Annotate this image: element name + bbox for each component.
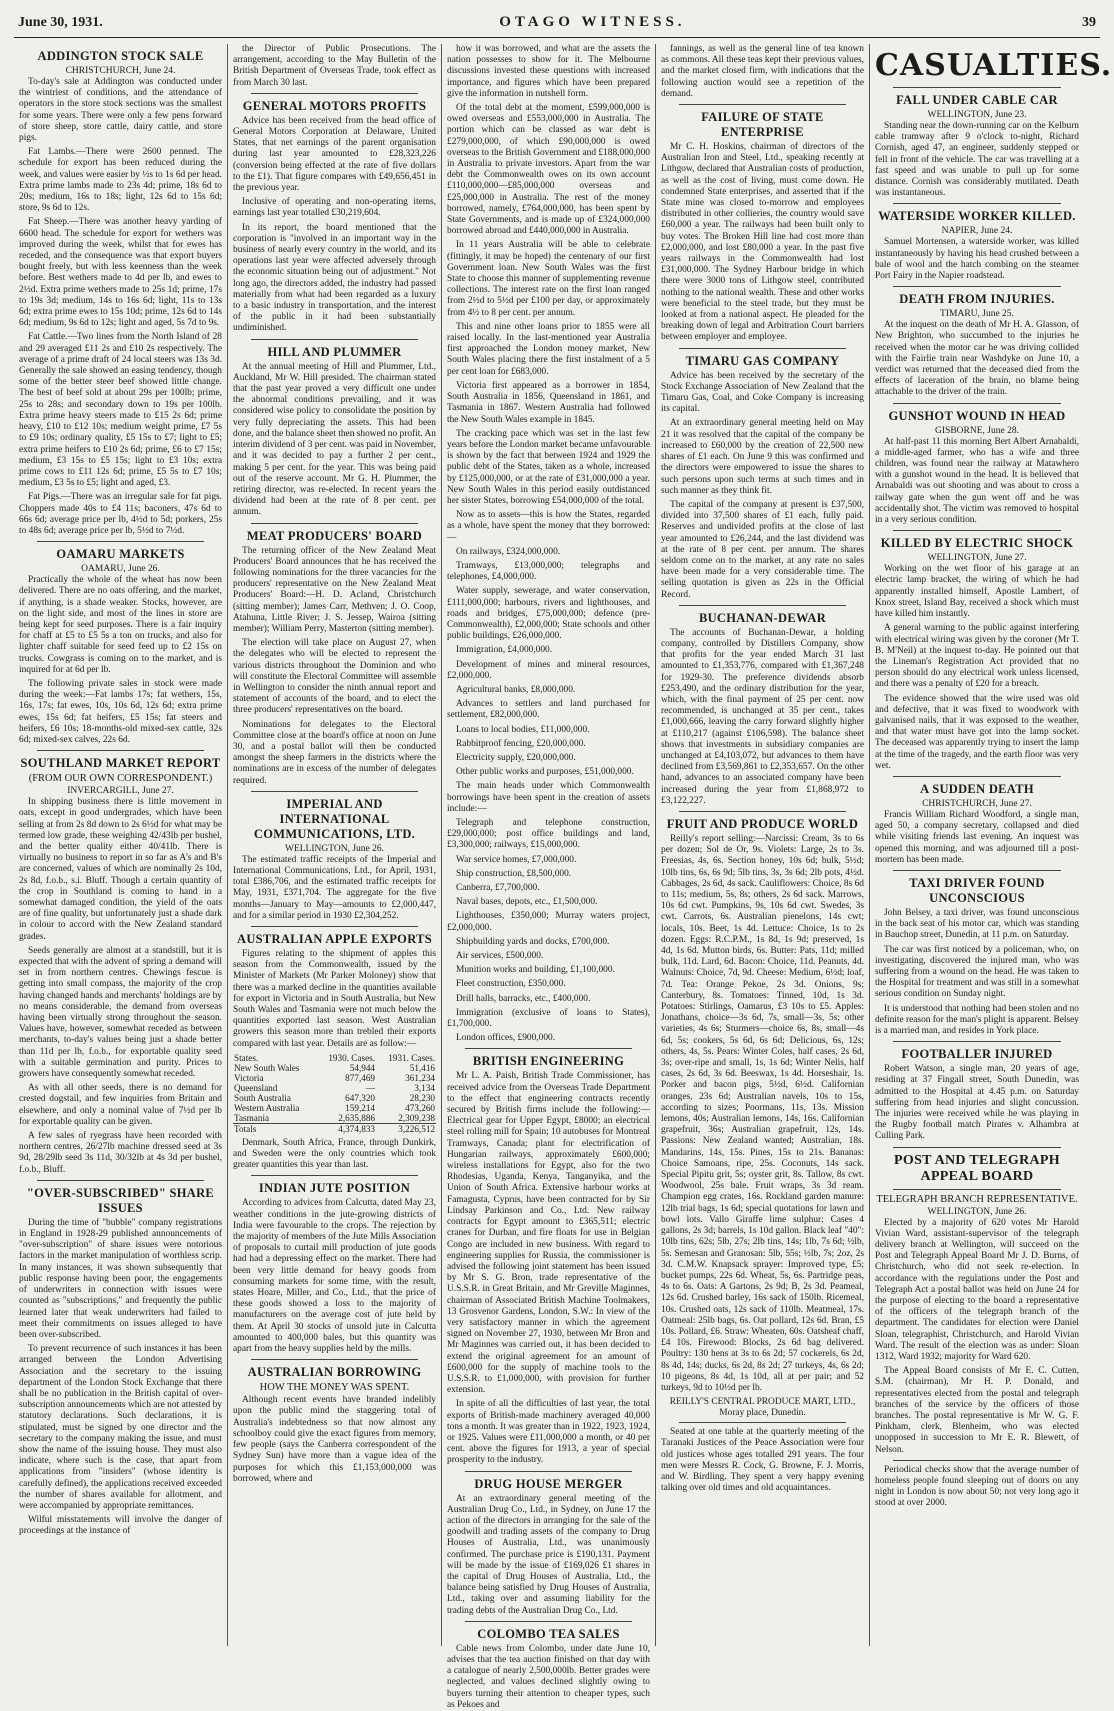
paragraph: The car was first noticed by a policeman, who, on investigating, discovered the injured man, who was suffering from a wound on the head. He was taken to the Hospital for treatment and was still in a somewhat serious condition on Sunday night. bbox=[875, 944, 1079, 1000]
paragraph: In shipping business there is little movement in oats, except in good undergrades, which have been selling at from 2s 8d down to 2s 6½d for what may be termed low grade, these weighing 42/43lb per bushel, and the better quality either 40/41lb. There is virtually no business to report in so far as A's and B's are concerned, values of which are nominally 2s 10d, 2s 8d, f.o.b., s.i. Bluff. Though a certain quantity of the crop in Southland is coming to hand in a somewhat damaged condition, the yield of the oats are of fine quality, but unfortunately just a shade dark in colour to accord with the New Zealand standard grades. bbox=[19, 797, 222, 942]
article-subhead: HOW THE MONEY WAS SPENT. bbox=[259, 1382, 410, 1394]
signature-line: Moray place, Dunedin. bbox=[719, 1408, 806, 1419]
separator-rule bbox=[37, 1180, 204, 1181]
paragraph: Mr C. H. Hoskins, chairman of directors of the Australian Iron and Steel, Ltd., speaking recently at Lithgow, declared that Australian costs of production, as well as the cost of living, must come down. He condemned State enterprises, and asserted that if the State mine was closed to-morrow and employees distributed in other collieries, the country would save £60,000 a year. The railways had been built only to buy votes. The Broken Hill line had cost more than £2,000,000, and lost £80,000 a year. In the past five years railways in the Commonwealth had lost £31,000,000. The Sydney Harbour bridge in which there were 3000 tons of Lithgow steel, contributed nothing to the national wealth. These and other works were beneficial to the steel trade, but they must be looked at from a national aspect. He pleaded for the breaking down of legal and Arbitration Court barriers between employer and employee. bbox=[661, 142, 864, 343]
table-cell: 159,214 bbox=[345, 1102, 376, 1113]
paragraph: Rabbitproof fencing, £20,000,000. bbox=[456, 738, 586, 749]
paragraph: Canberra, £7,700,000. bbox=[456, 883, 540, 894]
paragraph: The estimated traffic receipts of the Imperial and International Communications, Ltd., for April, 1931, total £386,706, and the estimated traffic receipts for May, 1931, £371,704. The aggregate for the five months—January to May—amounts to £2,000,447, and for a similar period in 1930 £2,304,252. bbox=[233, 854, 436, 921]
paragraph: the Director of Public Prosecutions. The arrangement, according to the May Bulletin of the British Department of Overseas Trade, took effect as from March 30 last. bbox=[233, 44, 436, 88]
paragraph: As with all other seeds, there is no demand for crested dogstail, and few inquiries from Britain and elsewhere, and only a nominal value of 7½d per lb for exportable quality can be given. bbox=[19, 1083, 222, 1127]
article-subhead: (FROM OUR OWN CORRESPONDENT.) bbox=[28, 773, 213, 785]
article-headline: AUSTRALIAN APPLE EXPORTS bbox=[237, 932, 432, 946]
paragraph: Nominations for delegates to the Electoral Committee close at the board's office at noon on June 30, and a postal ballot will then be conducted amongst the sheep farmers in the districts where the nominations are in excess of the number of delegates required. bbox=[233, 719, 436, 786]
article-headline: "OVER-SUBSCRIBED" SHARE ISSUES bbox=[26, 1185, 215, 1215]
paragraph: Development of mines and mineral resources, £2,000,000. bbox=[447, 659, 650, 681]
paragraph: To prevent recurrence of such instances it has been arranged between the London Advertising Association and the secretary to the issuing department of the London Stock Exchange that there shall be no publication in the British capital of over-subscription announcements which are not attested by statutory declarations. Such declarations, it is stipulated, must be signed by one director and the secretary to the company making the issue, and must show the name of the issuing house. They must also indicate, where such is the case, that apart from applications from "insiders" (whose identity is carefully defined), the applications received exceeded the number of shares available for allotment, and were accompanied by appropriate remittances. bbox=[19, 1344, 222, 1511]
paragraph: Other public works and purposes, £51,000,000. bbox=[456, 767, 634, 778]
article-headline: DRUG HOUSE MERGER bbox=[474, 1476, 623, 1491]
table-cell: — bbox=[365, 1082, 376, 1093]
paragraph: A few sales of ryegrass have been recorded with northern centres, 26/27lb machine dressed seed at 3s 9d, 28/29lb seed 3s 11d, 30/32lb at 4s 3d per bushel, f.o.b., Bluff. bbox=[19, 1131, 222, 1175]
paragraph: On railways, £324,000,000. bbox=[456, 546, 561, 557]
table-cell: 877,469 bbox=[345, 1072, 376, 1083]
paragraph: At half-past 11 this morning Bert Albert Arnabaldi, a middle-aged farmer, who has a wife and three children, was found near the railway at Matawhero with a gunshot wound in the head. It is believed that Arnabaldi was out shooting and was about to cross a railway gate when the gun went off and he was accidentally shot. The victim was removed to hospital in a very serious condition. bbox=[875, 436, 1079, 526]
masthead bbox=[14, 14, 1100, 38]
dateline: INVERCARGILL, June 27. bbox=[67, 786, 174, 797]
paragraph: Fat Lambs.—There were 2600 penned. The schedule for export has been reduced during the week, and values were easier by ½s to 1s 6d per head. Extra prime lambs made to 23s 4d; prime, 18s 6d to 20s; medium, 16s to 18s; light, 12s 6d to 15s 6d; store, 9s 6d to 12s. bbox=[19, 147, 222, 214]
separator-rule bbox=[679, 1422, 846, 1423]
dateline: GISBORNE, June 28. bbox=[935, 425, 1019, 436]
table-cell: 28,230 bbox=[409, 1092, 435, 1103]
table-cell: 647,320 bbox=[345, 1092, 376, 1103]
paragraph: A general warning to the public against interfering with electrical wiring was given by the coroner (Mr T. B. M'Neil) at the inquest to-day. He pointed out that the Lineman's Registration Act provided that no person should do any electrical work unless licensed, and there was a penalty of £20 for a breach. bbox=[875, 623, 1079, 690]
signature-line: REILLY'S CENTRAL PRODUCE MART, LTD., bbox=[669, 1397, 856, 1408]
paragraph: Fat Cattle.—Two lines from the North Island of 28 and 29 averaged £11 2s and £10 2s respectively. The average of a prime draft of 24 local steers was 13s 3d. Generally the sale showed an easing tendency, though some of the better steer beef showed little change. The best of beef sold at about 29s per 100lb; prime, 25s to 28s; and secondary down to 19s per 100lb. Extra prime heavy steers made to £15 2s 6d; prime heavy, £10 to £12 10s; medium weight prime, £7 5s to £9 10s; ordinary quality, £5 15s to £7; light to £5; extra prime heifers to £10 2s 6d; prime, £6 to £7 15s; medium, £3 15s to £5 15s; light to £3 10s; extra prime cows to £11 12s 6d; prime, £5 5s to £7 10s; medium, £3 5s to £5; light and aged, £3. bbox=[19, 332, 222, 489]
paragraph: Although recent events have branded indelibly upon the public mind the staggering total of Australia's indebtedness so that now almost any schoolboy could give the exact figures from memory, few people (says the Canberra correspondent of the Sydney Sun) have more than a vague idea of the purposes for which this £1,153,000,000 was borrowed, where and bbox=[233, 1395, 436, 1484]
article-headline: KILLED BY ELECTRIC SHOCK bbox=[880, 536, 1074, 551]
table-header-cell: 1931. Cases. bbox=[388, 1052, 435, 1063]
separator-rule bbox=[893, 1041, 1061, 1042]
masthead-title: OTAGO WITNESS. bbox=[499, 14, 686, 30]
paragraph: In spite of all the difficulties of last year, the total exports of British-made machinery averaged 40,000 tons a month. It was greater than in 1922, 1923, 1924, or 1925. Values were £11,000,000 a month, or 40 per cent. above the figures for 1913, a year of special prosperity to the industry. bbox=[447, 1399, 650, 1466]
article-headline: TAXI DRIVER FOUND UNCONSCIOUS bbox=[909, 875, 1045, 905]
article-headline: OAMARU MARKETS bbox=[56, 547, 185, 562]
section-banner: CASUALTIES. bbox=[875, 48, 1113, 83]
paragraph: Elected by a majority of 620 votes Mr Harold Vivian Ward, assistant-supervisor of the telegraph delivery branch at Wellington, will succeed on the Post and Telegraph Appeal Board Mr J. D. Burns, of Christchurch, who did not seek re-election. In accordance with the regulations under the Post and Telegraph Act a postal ballot was held on June 24 for the purpose of electing to the board a representative of the officers of the telegraph branch of the department. The candidates for election were Daniel Sloan, telegraphist, Christchurch, and Harold Vivian Ward. The result of the election was as under: Sloan 1312, Ward 1932; majority for Ward 620. bbox=[875, 1217, 1079, 1363]
paragraph: John Belsey, a taxi driver, was found unconscious in the back seat of his motor car, which was standing in Bauchop street, Dunedin, at 11 p.m. on Saturday. bbox=[875, 907, 1079, 941]
article-headline: MEAT PRODUCERS' BOARD bbox=[246, 528, 423, 543]
paragraph: Wilful misstatements will involve the danger of proceedings at the instance of bbox=[19, 1515, 222, 1537]
table-cell: Western Australia bbox=[234, 1102, 300, 1113]
paragraph: The cracking pace which was set in the last few years before the London market became unfavourable is shown by the fact that between 1924 and 1929 the public debt of the States, taken as a whole, increased by £125,000,000, or at the rate of £31,000,000 a year. New South Wales in this period easily outdistanced her sister States, borrowing £54,000,000 of the total. bbox=[447, 428, 650, 506]
paragraph: Victoria first appeared as a borrower in 1854, South Australia in 1856, Queensland in 1861, and Tasmania in 1867. Western Australia had followed the New South Wales example in 1845. bbox=[447, 380, 650, 425]
article-headline: FRUIT AND PRODUCE WORLD bbox=[666, 816, 859, 831]
paragraph: Practically the whole of the wheat has now been delivered. There are no oats offering, and the market, if anything, is a shade weaker. Stocks, however, are on the light side, and most of the lines in store are being kept for seed purposes. There is a fair inquiry for chaff at £5 to £5 5s a ton on trucks, and also for lighter chaff suitable for seed feed up to £2 15s on trucks. Cowgrass is coming on to the market, and is inquired for at 6d per lb. bbox=[19, 575, 222, 675]
separator-rule bbox=[251, 791, 418, 792]
article-headline: BRITISH ENGINEERING bbox=[472, 1054, 625, 1069]
separator-rule bbox=[251, 339, 418, 340]
separator-rule bbox=[679, 605, 846, 606]
paragraph: Fat Sheep.—There was another heavy yarding of 6600 head. The schedule for export for wethers was improved during the week, whilst that for ewes has receded, and the consequence was that export buyers bought freely, but with less keenness than the week before. Best wethers made to 4d per lb, and ewes to 2½d. Extra prime wethers made to 25s 1d; prime, 17s to 19s 3d; medium, 14s to 16s 6d; light, 11s to 13s 6d; extra prime ewes to 15s 10d; prime, 12s 6d to 14s 6d; medium, 9s 6d to 12s; light and aged, 5s 7d to 9s. bbox=[19, 217, 222, 329]
paragraph: To-day's sale at Addington was conducted under the wintriest of conditions, and the attendance of operators in the store stock sections was the smallest for some years. There were only a few pens forward of store sheep, store cattle, dairy cattle, and store pigs. bbox=[19, 77, 222, 144]
dateline: WELLINGTON, June 26. bbox=[284, 843, 385, 854]
paragraph: Cable news from Colombo, under date June 10, advises that the tea auction finished on that day with a catalogue of nearly 2,500,000lb. Better grades were neglected, and values declined slightly owing to buyers turning their attention to cheaper types, such as Pekoes and bbox=[447, 1643, 650, 1710]
separator-rule bbox=[679, 811, 846, 812]
paragraph: Telegraph and telephone construction, £29,000,000; post office buildings and land, £3,300,000; railways, £15,000,000. bbox=[447, 818, 650, 851]
article-headline: ADDINGTON STOCK SALE bbox=[37, 49, 204, 63]
paragraph: Drill halls, barracks, etc., £400,000. bbox=[456, 993, 591, 1004]
column-1 bbox=[14, 44, 228, 1646]
separator-rule bbox=[251, 926, 418, 927]
paragraph: According to advices from Calcutta, dated May 23, weather conditions in the jute-growing districts of India were favourable to the crops. The rejection by the majority of members of the Jute Mills Association of proposals to curtail mill production of jute goods had had a depressing effect on the market. There had been very little demand for heavy goods from consuming markets for some time, with the result, states Hoare, Miller, and Co., Ltd., that the price of these goods showed a loss to the majority of manufacturers on the average cost of jute held by them. At April 30 stocks of unsold jute in Calcutta amounted to 400,000 bales, but this quantity was apart from the heavy supplies held by the mills. bbox=[233, 1198, 436, 1355]
paragraph: The accounts of Buchanan-Dewar, a holding company, controlled by Distillers Company, show that profits for the year ended March 31 last amounted to £1,353,776, compared with £1,367,248 for 1929-30. The preference dividends absorb £253,490, and the ordinary distribution for the year, which, with the final payment of 25 per cent. now recommended, is unchanged at 35 per cent., takes £1,000,666, leaving the carry forward slightly higher at £110,217 (against £106,598). The balance sheet shows that investments in subsidiary companies are unchanged at £4,103,072, but advances to them have declined from £3,569,861 to £2,353,657. On the other hand, advances to an associated company have been increased during the year from £1,868,972 to £3,122,227. bbox=[661, 627, 864, 806]
paragraph: This and nine other loans prior to 1855 were all raised locally. In the last-mentioned year Australia first approached the London money market, New South Wales placing there the first instalment of a 5 per cent loan for £683,000. bbox=[447, 321, 650, 377]
paragraph: In its report, the board mentioned that the corporation is "involved in an important way in the business of nearly every country in the world, and its operations last year were affected adversely through the economic situation being out of adjustment." Not long ago, the directors added, the industry had passed materially from what had been regarded as a luxury to a basic industry in transportation, and the interest of the public in it had been substantially undiminished. bbox=[233, 222, 436, 334]
paragraph: Working on the wet floor of his garage at an electric lamp bracket, the wiring of which he had apparently installed himself, Apostle Lambert, of Knox street, Island Bay, received a shock which must have killed him instantly. bbox=[875, 564, 1079, 620]
paragraph: London offices, £900,000. bbox=[456, 1033, 556, 1044]
paragraph: Ship construction, £8,500,000. bbox=[456, 868, 572, 879]
columns bbox=[14, 44, 1113, 1710]
table-row bbox=[233, 1103, 436, 1113]
paragraph: The main heads under which Commonwealth borrowings have been spent in the creation of assets include:— bbox=[447, 781, 650, 814]
separator-rule bbox=[37, 750, 204, 751]
separator-rule bbox=[893, 87, 1061, 88]
paragraph: Robert Watson, a single man, 20 years of age, residing at 37 Fingall street, South Dunedin, was admitted to the Hospital at 4.45 p.m. on Saturday suffering from head injuries and slight concussion. The injuries were received while he was playing in the Rugby football match Pirates v. Alhambra at Culling Park. bbox=[875, 1064, 1079, 1142]
masthead-date: June 30, 1931. bbox=[18, 15, 103, 30]
paragraph: Naval bases, depots, etc., £1,500,000. bbox=[456, 897, 598, 908]
paragraph: Agricultural banks, £8,000,000. bbox=[456, 684, 576, 695]
paragraph: In 11 years Australia will be able to celebrate (fittingly, it may be hoped) the centenary of our first Government loan. New South Wales was the first State to choose this manner of supplementing revenue collections. The interest rate on the first loan ranged from 2½d to 5½d per £100 per day, or approximately from 4½ to 8 per cent. per annum. bbox=[447, 240, 650, 318]
paragraph: At an extraordinary general meeting held on May 21 it was resolved that the capital of the company be increased to £60,000 by the creation of 22,500 new shares of £1 each. On June 9 this was confirmed and the directors were empowered to issue the shares to such persons upon such terms at such times and in such manner as they think fit. bbox=[661, 418, 864, 496]
paragraph: Periodical checks show that the average number of homeless people found sleeping out of doors on any night in London is now about 50; not very long ago it stood at over 2000. bbox=[875, 1464, 1079, 1509]
article-headline: TIMARU GAS COMPANY bbox=[685, 353, 840, 368]
dateline: CHRISTCHURCH, June 27. bbox=[922, 798, 1032, 809]
paragraph: Loans to local bodies, £11,000,000. bbox=[456, 724, 590, 735]
separator-rule bbox=[37, 541, 204, 542]
paragraph: During the time of "bubble" company registrations in England in 1928-29 published announcements of "over-subscription" of share issues were notorious factors in the market manipulation of worthless scrip. In many instances, it was shown subsequently that public response having been poor, the engagements of underwriters in connection with issues were counted as "subscriptions," and frequently the public learned later that weak underwriters had failed to meet their commitments on issues alleged to have been over-subscribed. bbox=[19, 1217, 222, 1340]
separator-rule bbox=[465, 1621, 632, 1622]
article-headline: AUSTRALIAN BORROWING bbox=[247, 1365, 422, 1380]
paragraph: Figures relating to the shipment of apples this season from the Commonwealth, issued by the Minister of Markets (Mr Parker Moloney) show that there was a marked decline in the quantities available for export in Victoria and in South Australia, but New South Wales and Tasmania were not much below the quantities exported last season. West Australian growers this season more than trebled their exports compared with last year. Details are as follow:— bbox=[233, 949, 436, 1049]
paragraph: Lighthouses, £350,000; Murray waters project, £2,000,000. bbox=[447, 911, 650, 933]
paragraph: The evidence showed that the wire used was old and defective, that it was fixed to woodwork with galvanised nails, that it was exposed to the weather, and that water must have got into the lamp socket. The deceased was apparently trying to insert the lamp at the time of the tragedy, and the earth floor was very wet. bbox=[875, 693, 1079, 771]
paragraph: Inclusive of operating and non-operating items, earnings last year totalled £30,219,604. bbox=[233, 197, 436, 219]
paragraph: Advice has been received by the secretary of the Stock Exchange Association of New Zealand that the Timaru Gas, Coal, and Coke Company is increasing its capital. bbox=[661, 370, 864, 415]
table-cell: South Australia bbox=[234, 1092, 291, 1103]
table-header-cell: States. bbox=[234, 1052, 259, 1063]
separator-rule bbox=[251, 1359, 418, 1360]
apple-exports-table bbox=[233, 1053, 436, 1134]
column-4 bbox=[656, 44, 870, 1646]
paragraph: fannings, as well as the general line of tea known as commons. All these teas kept their previous values, and the market closed firm, with indications that the following auction would see a repetition of the demand. bbox=[661, 44, 864, 99]
separator-rule bbox=[893, 286, 1061, 287]
column-3 bbox=[442, 44, 656, 1710]
table-cell: Queensland bbox=[234, 1082, 278, 1093]
paragraph: Francis William Richard Woodford, a single man, aged 50, a company secretary, collapsed and died while visiting friends last evening. An inquest was opened this morning, and was adjourned till a post-mortem has been made. bbox=[875, 809, 1079, 865]
dateline: WELLINGTON, June 23. bbox=[927, 110, 1027, 120]
article-headline: GENERAL MOTORS PROFITS bbox=[242, 98, 427, 113]
paragraph: Tramways, £13,000,000; telegraphs and telephones, £4,000,000. bbox=[447, 560, 650, 583]
paragraph: Denmark, South Africa, France, through Dunkirk, and Sweden were the only countries which took greater quantities this year than last. bbox=[233, 1137, 436, 1171]
paragraph: Immigration (exclusive of loans to States), £1,700,000. bbox=[447, 1007, 650, 1030]
paragraph: Advice has been received from the head office of General Motors Corporation at Delaware, United States, that net earnings of the parent organisation during last year amounted to £28,323,226 (conversion being effected at the rate of five dollars to the £1). That figure compares with £49,656,451 in the previous year. bbox=[233, 115, 436, 194]
table-header-row bbox=[233, 1053, 436, 1063]
table-row bbox=[233, 1113, 436, 1124]
article-headline: WATERSIDE WORKER KILLED. bbox=[878, 209, 1076, 224]
separator-rule bbox=[679, 348, 846, 349]
paragraph: how it was borrowed, and what are the assets the nation possesses to show for it. The Melbourne discussions invested these questions with increased importance, and figures which have been prepared give the information in nutshell form. bbox=[447, 44, 650, 99]
dateline: OAMARU, June 26. bbox=[81, 564, 160, 575]
paragraph: The following private sales in stock were made during the week:—Fat lambs 17s; fat wethers, 15s, 16s, 17s; fat ewes, 10s, 10s 6d, 12s 6d; extra prime ewes, 15s 6d; fat heifers, £5 15s; fat steers and heifers, £6 10s; 18-months-old mixed-sex cattle, 32s 6d; mixed-sex calves, 22s 6d. bbox=[19, 678, 222, 745]
table-cell: New South Wales bbox=[234, 1062, 300, 1073]
paragraph: At the annual meeting of Hill and Plummer, Ltd., Auckland, Mr W. Hill presided. The chairman stated that the past year proved a very difficult one under the abnormal conditions prevailing, and it was considered wise policy to consolidate the position by very fully depreciating the assets. This had been done, and the balance sheet then showed no profit. An interim dividend of 3 per cent. was paid in November, and it was decided to pay a further 2 per cent., making 5 per cent. for the year. This was being paid out of the reserve account. Mr G. H. Plummer, the retiring director, was re-elected. In recent years the dividend had been at the rate of 8 per cent. per annum. bbox=[233, 361, 436, 518]
paragraph: The returning officer of the New Zealand Meat Producers' Board announces that he has received the following nominations for the three vacancies for the producers' representative on the New Zealand Meat Producers' Board:—H. D. Acland, Christchurch (sitting member); James Carr, Methven; J. O. Coop, Atahuna, Little River; J. S. Jessep, Wairoa (sitting member); William Perry, Masterton (sitting member). bbox=[233, 545, 436, 634]
paragraph: Seated at one table at the quarterly meeting of the Taranaki Justices of the Peace Association were four old justices whose ages totalled 291 years. The four men were Messrs R. Cock, G. Browne, F. J. Morris, and W. Birdling. They spent a very happy evening talking over old times and old acquaintances. bbox=[661, 1427, 864, 1494]
paragraph: The election will take place on August 27, when the delegates who will be elected to represent the various districts throughout the Dominion and who will constitute the Electoral Committee will assemble in Wellington to consider the ninth annual report and statement of accounts of the board, and to elect the three producers' representatives on the board. bbox=[233, 638, 436, 716]
separator-rule bbox=[893, 870, 1061, 871]
table-cell: 3,226,512 bbox=[376, 1123, 436, 1134]
table-cell: 473,260 bbox=[405, 1102, 435, 1113]
separator-rule bbox=[893, 1147, 1061, 1148]
paragraph: Munition works and building, £1,100,000. bbox=[456, 965, 615, 976]
paragraph: Advances to settlers and land purchased for settlement, £82,000,000. bbox=[447, 699, 650, 721]
paragraph: The capital of the company at present is £37,500, divided into 37,500 shares of £1 each, fully paid. Reserves and undivided profits at the close of last year amounted to £26,244, and the last dividend was at the rate of 8 per cent. per annum. The shares seldom come on to the market, at any rate no sales have been made for a very considerable time. The selling quotation is given as 22s in the Official Record. bbox=[661, 499, 864, 600]
article-headline: GUNSHOT WOUND IN HEAD bbox=[888, 408, 1066, 423]
article-headline: COLOMBO TEA SALES bbox=[477, 1626, 620, 1641]
table-header-cell: 1930. Cases. bbox=[328, 1052, 376, 1063]
article-headline: POST AND TELEGRAPH APPEAL BOARD bbox=[894, 1152, 1060, 1184]
separator-rule bbox=[465, 1048, 632, 1049]
table-cell: Victoria bbox=[234, 1072, 264, 1083]
separator-rule bbox=[893, 403, 1061, 404]
separator-rule bbox=[893, 530, 1061, 531]
paragraph: Now as to assets—this is how the States, regarded as a whole, have spent the money that they borrowed:— bbox=[447, 510, 650, 543]
paragraph: Samuel Mortensen, a waterside worker, was killed instantaneously by having his head crushed between a bale of wool and the hatch combing on the steamer Port Fairy in the Napier roadstead. bbox=[875, 237, 1079, 282]
column-5 bbox=[870, 44, 1113, 1646]
article-headline: INDIAN JUTE POSITION bbox=[258, 1181, 411, 1196]
paragraph: Mr L. A. Paish, British Trade Commissioner, has received advice from the Overseas Trade Department to the effect that engineering contracts recently secured by British firms include the following:—Electrical gear for Upper Egypt, £8000; an electrical steel rolling mill for Spain; 10 autobuses for Montreal Tramways, Canada; plant for electrification of Hungarian railways, approximately £600,000; wireless installations for Egypt, also for the two Rhodesias, Uganda, Kenya, Tanganyika, and the Union of South Africa. Extensive harbour works at Famagusta, Cyprus, have been contracted for by Sir Lindsay Parkinson and Co., Ltd. New railway contracts for Egypt amount to £365,511; electric cranes for Durban, and fire floats for use in Belgian Congo are included in new business. With regard to engineering supplies for Russia, the commissioner is advised the following joint statement has been issued by Mr S. G. Bron, trade representative of the U.S.S.R. in Great Britain, and Mr Greville Maginnes, chairman of Associated British Machine Toolmakers, 13 Grosvenor Gardens, London, S.W.: In view of the very satisfactory manner in which the agreement signed on November 27, 1930, between Mr Bron and Mr Maginnes was carried out, it has been decided to extend the original agreement for an amount of £600,000 for the supply of machine tools to the U.S.S.R. to £1,000,000, with provision for further extension. bbox=[447, 1071, 650, 1396]
dateline: WELLINGTON, June 26. bbox=[927, 1206, 1027, 1217]
separator-rule bbox=[893, 1189, 1061, 1190]
article-subhead: TELEGRAPH BRANCH REPRESENTATIVE. bbox=[876, 1193, 1078, 1205]
article-headline: FAILURE OF STATE ENTERPRISE bbox=[701, 110, 824, 140]
article-headline: HILL AND PLUMMER bbox=[267, 344, 402, 359]
article-headline: BUCHANAN-DEWAR bbox=[698, 610, 827, 625]
paragraph: Fleet construction, £350,000. bbox=[456, 979, 566, 990]
separator-rule bbox=[251, 93, 418, 94]
article-headline: FALL UNDER CABLE CAR bbox=[896, 93, 1058, 107]
paragraph: Water supply, sewerage, and water conservation, £111,000,000; harbours, rivers and lighthouses, and roads and bridges, £75,000,000; defence (pre-Commonwealth), £2,000,000; State schools and other public buildings, £26,000,000. bbox=[447, 586, 650, 642]
separator-rule bbox=[251, 1175, 418, 1176]
article-headline: DEATH FROM INJURIES. bbox=[899, 292, 1055, 307]
table-cell: 3,134 bbox=[414, 1082, 435, 1093]
paragraph: Electricity supply, £20,000,000. bbox=[456, 752, 576, 763]
table-cell: Totals bbox=[233, 1123, 316, 1134]
article-headline: FOOTBALLER INJURED bbox=[901, 1047, 1053, 1062]
paragraph: Seeds generally are almost at a standstill, but it is expected that with the advent of spring a demand will set in from northern centres. Chewings fescue is getting into small compass, the majority of the crop having changed hands and merchants' holdings are by no means considerable, the demand from overseas having been virtually strong throughout the season. Values have, however, somewhat receded as between merchants, to-day's values being just a shade better than 11d per lb, f.o.b., for exportable quality seed with a suitable germination and purity. Prices to growers have consequently somewhat receded. bbox=[19, 945, 222, 1080]
article-headline: IMPERIAL AND INTERNATIONAL COMMUNICATIONS, LTD. bbox=[253, 796, 416, 841]
table-cell: 2,309,238 bbox=[398, 1112, 435, 1123]
article-headline: SOUTHLAND MARKET REPORT bbox=[20, 756, 221, 771]
table-cell: 54,944 bbox=[349, 1062, 376, 1073]
paragraph: It is understood that nothing had been stolen and no definite reason for the man's plight is apparent. Belsey is a married man, and resides in York place. bbox=[875, 1003, 1079, 1036]
paragraph: At the inquest on the death of Mr H. A. Glasson, of New Brighton, who succumbed to the injuries he received when the motor car he was driving collided with the Fairlie train near Washdyke on June 10, a verdict was returned that the deceased died from the effects of laceration of the brain, no blame being attachable to the driver of the train. bbox=[875, 320, 1079, 398]
paragraph: Air services, £500,000. bbox=[456, 951, 544, 962]
table-row bbox=[233, 1073, 436, 1083]
paragraph: Of the total debt at the moment, £599,000,000 is owed overseas and £553,000,000 in Australia. The portion which can be classed as war debt is £279,000,000, of which £90,000,000 is owed overseas to the British Government and £188,000,000 in Australia to private investors. Apart from the war debt the Commonwealth owes on its own account £110,000,000—£85,000,000 overseas and £25,000,000 in Australia. The rest of the money borrowed, namely, £764,000,000, has been spent by State Governments, and is made up of £324,000,000 borrowed abroad and £440,000,000 in Australia. bbox=[447, 103, 650, 237]
dateline: NAPIER, June 24. bbox=[941, 226, 1013, 237]
separator-rule bbox=[679, 104, 846, 105]
article-headline: A SUDDEN DEATH bbox=[920, 781, 1034, 796]
table-row bbox=[233, 1063, 436, 1073]
dateline: WELLINGTON, June 27. bbox=[927, 553, 1027, 564]
separator-rule bbox=[893, 1460, 1061, 1461]
table-cell: 2,635,886 bbox=[338, 1112, 376, 1123]
table-total-row bbox=[233, 1123, 436, 1134]
paragraph: Immigration, £4,000,000. bbox=[456, 645, 553, 656]
separator-rule bbox=[893, 203, 1061, 204]
table-cell: 361,234 bbox=[405, 1072, 435, 1083]
paragraph: Standing near the down-running car on the Kelburn cable tramway after 9 o'clock to-night, Richard Cornish, aged 47, an engineer, suddenly stepped or fell in front of the vehicle. The car was travelling at a fast speed and was unable to pull up for some distance. Cornish was considerably mutilated. Death was instantaneous. bbox=[875, 121, 1079, 199]
dateline: TIMARU, June 25. bbox=[940, 309, 1014, 320]
paragraph: Fat Pigs.—There was an irregular sale for fat pigs. Choppers made 40s to £4 11s; baconers, 47s 6d to 66s 6d; average price per lb, 4½d to 5d; porkers, 25s to 48s 6d; average price per lb, 5½d to 7½d. bbox=[19, 492, 222, 536]
paragraph: At an extraordinary general meeting of the Australian Drug Co., Ltd., in Sydney, on June 17 the action of the directors in arranging for the sale of the goodwill and trading assets of the company to Drug Houses of Australia, Ltd., was unanimously confirmed. The purchase price is £190,131. Payment will be made by the issue of £169,026 £1 shares in the capital of Drug Houses of Australia, Ltd., the balance being satisfied by Drug Houses of Australia, Ltd., taking over and assuming liability for the trading debts of the Australian Drug Co., Ltd. bbox=[447, 1493, 650, 1616]
separator-rule bbox=[465, 1471, 632, 1472]
dateline: CHRISTCHURCH, June 24. bbox=[65, 66, 176, 76]
paragraph: War service homes, £7,000,000. bbox=[456, 854, 577, 865]
table-cell: Tasmania bbox=[234, 1112, 270, 1123]
table-cell: 51,416 bbox=[409, 1062, 435, 1073]
page-number: 39 bbox=[1082, 15, 1096, 30]
column-2 bbox=[228, 44, 442, 1646]
table-row bbox=[233, 1083, 436, 1093]
paragraph: Reilly's report selling:—Narcissi: Cream, 3s to 6s per dozen; Sol de Or, 9s. Violets: Large, 2s to 3s. Freesias, 4s, 6s. Section honey, 10s 6d; bulk, 5½d; 10lb tins, 6s, 6s 9d; 5lb tins, 3s, 3s 6d; 2lb pots, 4½d. Cabbages, 2s 6d, 4s sack. Cauliflowers: Choice, 8s 6d to 11s; medium, 5s, 8s; others, 2s 6d sack. Marrows, 10s 6d cwt. Pumpkins, 9s, 10s 6d cwt. Swedes, 3s cwt. Carrots, 6s. Australian pienelons, 14s cwt; locals, 10s. Beet, 1s 4d. Lettuce: Choice, 1s to 2s dozen. Eggs: R.C.P.M., 1s 8d, 1s 9d; preserved, 1s 4d, 1s 6d. Mutton birds, 6s. Butter: Pats, 11d; milled bulk, 11d. Lard, 6d. Bacon: Choice, 11d. Peanuts, 4d. Walnuts: Choice, 7d, 9d. Cheese: Medium, 6½d; loaf, 7d. Tea: Orange Pekoe, 2s 3d. Onions, 9s; Canterbury, 8s. Tomatoes: Tinned, 10d, 1s 3d. Potatoes: Stirlings, Oamarus, £3 10s to £5. Apples: Jonathans, choice—3s 6d, 7s, small—3s, 5s; other varieties, 4s 6s; Sturmers—choice 6s, 8s, small—4s 6d, 5s; cookers, 5s 6d, 6s 6d; Delicious, 6s, 12s; others, 4s, 5s. Pears: Winter Coles, half cases, 2s 6d, 3s; over-ripe and small, 1s, 1s 6d; Winter Nelis, half cases, 2s 6d, 3s 6d. Beeswax, 1s 4d. Horseshair, 1s. Porker and bacon pigs, 5½d, 6½d. Californian oranges, 23s 6d; Australian navels, 10s to 15s, according to sizes; Poormans, 11s, 13s. Mission lemons, 40s; Australian lemons, 14s, 16s. Californian grapefruit, 36s; Australian grapefruit, 12s, 14s. Passions: New Zealand wanted; Australian, 18s. Mandarins, 14s, 15s. Pines, 15s to 21s. Bananas: Choice Samoans, ripe, 25s. Coconuts, 14s sack. Special Pipitu grit, 5s; oyster grit, 8s. Tallow, 8s cwt. Woodwool, 25s bale. Fruit wraps, 3s 3d ream. Champion egg crates, 16s. Rockland garden manure: 12lb trial bags, 1s 6d; special quotations for lawn and bowl lots. Vallo Giraffe lime sulphur: Cases 4 gallons, 2s 3d; barrels, 1s 10d gallon. Black leaf "40": 10lb tins, 62s; 5lb, 27s; 2lb tins, 14s; 1lb, 7s 6d; ½lb, 5s. Semesan and Granosan: 5lb, 55s; ½lb, 7s; 2oz, 2s 3d. C.M.W. Knapsack sprayer: Improved type, £5; bucket pumps, 22s 6d. Wheat, 5s, 6s. Partridge peas, 4s to 6s. Oats: A Gartons, 2s 9d; B, 2s 3d. Peameal, 12s 6d. Crushed barley, 16s sack of 150lb. Ricemeal, 10s. Crushed oats, 12s sack of 110lb. Meatmeal, 17s. Oatmeal: 25lb bags, 6s. Oat pollard, 12s 6d. Bran, £5 10s. Pollard, £6. Straw: Wheaten, 60s. Oatsheaf chaff, £4 10s. Firewood: Blocks, 2s 6d bag delivered. Poultry: 130 hens at 3s to 6s 2d; 57 cockerels, 6s 2d, 8s 4d, 14s; ducks, 6s 2d, 8s 2d; 27 turkeys, 4s, 6s 2d; 10 pigeons, 8s 4d, 1s 10d, all at per pair; and 52 turkeys, 9d to 10½d per lb. bbox=[661, 833, 864, 1393]
table-cell: 4,374,833 bbox=[316, 1123, 376, 1134]
paragraph: Shipbuilding yards and docks, £700,000. bbox=[456, 936, 610, 947]
table-row bbox=[233, 1093, 436, 1103]
paragraph: The Appeal Board consists of Mr E. C. Cutten, S.M. (chairman), Mr H. P. Donald, and representatives elected from the postal and telegraph branches of the service by the officers of those branches. The postal representative is Mr W. G. F. Pinkham, clerk, Blenheim, who was elected unopposed in succession to Mr E. R. Blewett, of Nelson. bbox=[875, 1366, 1079, 1455]
separator-rule bbox=[251, 523, 418, 524]
separator-rule bbox=[893, 776, 1061, 777]
